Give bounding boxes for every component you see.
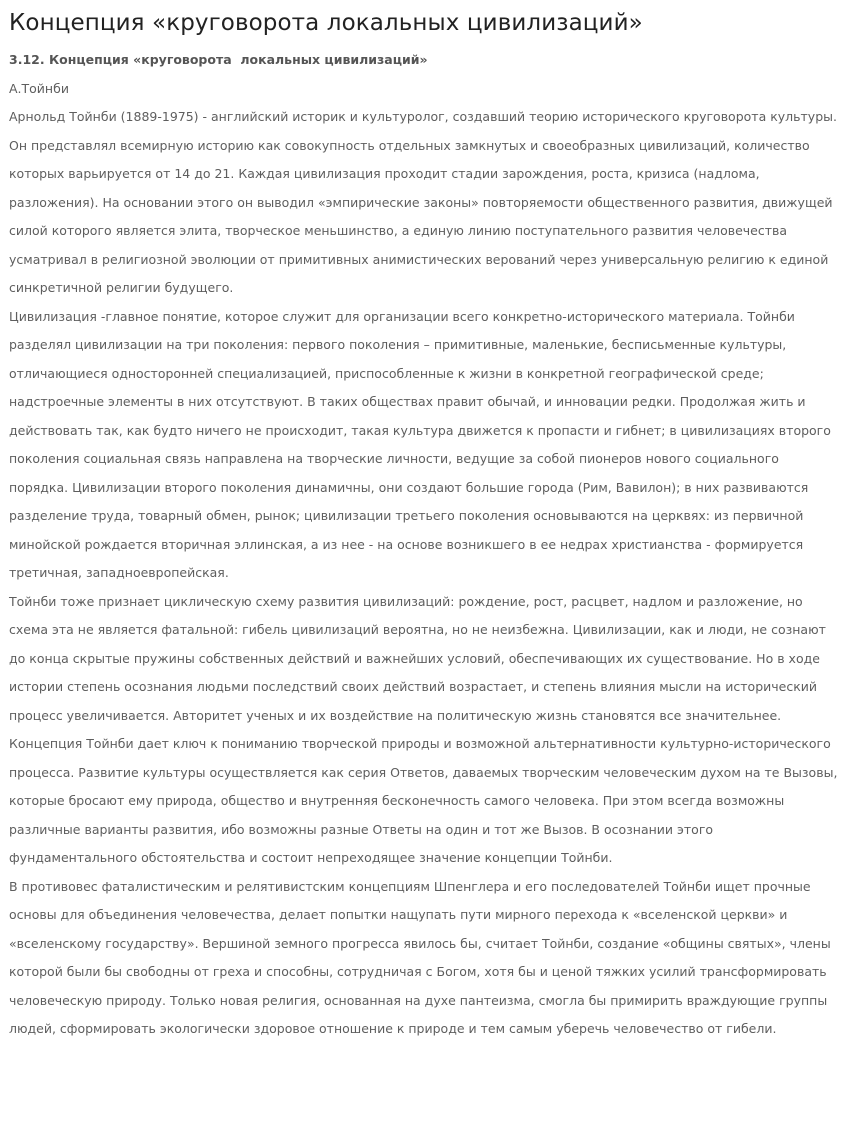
page-title: Концепция «круговорота локальных цивилизаций» <box>9 10 643 36</box>
paragraph: Тойнби тоже признает циклическую схему развития цивилизаций: рождение, рост, расцвет, надлом и разложение, но схема эта не является фатальной: гибель цивилизаций вероятна, но не неизбежна. Цивилизации, как и люди, не сознают до конца скрытые пружины собственных действий и важнейших условий, обеспечивающих их существование. Но в ходе истории степень осознания людьми последствий своих действий возрастает, и степень влияния мысли на исторический процесс увеличивается. Авторитет ученых и их воздействие на политическую жизнь становятся все значительнее. <box>9 593 826 723</box>
paragraph: Концепция Тойнби дает ключ к пониманию творческой природы и возможной альтернативности культурно-исторического процесса. Развитие культуры осуществляется как серия Ответов, даваемых творческим человеческим духом на те Вызовы, которые бросают ему природа, общество и внутренняя бесконечность самого человека. При этом всегда возможны различные варианты развития, ибо возможны разные Ответы на один и тот же Вызов. В осознании этого фундаментального обстоятельства и состоит непреходящее значение концепции Тойнби. <box>9 736 838 865</box>
paragraph: В противовес фаталистическим и релятивистским концепциям Шпенглера и его последователей Тойнби ищет прочные основы для объединения человечества, делает попытки нащупать пути мирного перехода к «вселенской церкви» и «вселенскому государству». Вершиной земного прогресса явилось бы, считает Тойнби, создание «общины святых», члены которой были бы свободны от греха и способны, сотрудничая с Богом, хотя бы и ценой тяжких усилий трансформировать человеческую природу. Только новая религия, основанная на духе пантеизма, смогла бы примирить враждующие группы людей, сформировать экологически здоровое отношение к природе и тем самым уберечь человечество от гибели. <box>9 878 831 1036</box>
paragraph: Арнольд Тойнби (1889-1975) - английский историк и культуролог, создавший теорию исторического круговорота культуры. Он представлял всемирную историю как совокупность отдельных замкнутых и своеобразных цивилизаций, количество которых варьируется от 14 до 21. Каждая цивилизация проходит стадии зарождения, роста, кризиса (надлома, разложения). На основании этого он выводил «эмпирические законы» повторяемости общественного развития, движущей силой которого является элита, творческое меньшинство, а единую линию поступательного развития человечества усматривал в религиозной эволюции от примитивных анимистических верований через универсальную религию к единой синкретичной религии будущего. <box>9 109 837 295</box>
section-heading: 3.12. Концепция «круговорота локальных цивилизаций» <box>9 52 428 67</box>
paragraph: Цивилизация -главное понятие, которое служит для организации всего конкретно-исторического материала. Тойнби разделял цивилизации на три поколения: первого поколения – примитивные, маленькие, бесписьменные культуры, отличающиеся односторонней специализацией, приспособленные к жизни в конкретной географической среде; надстроечные элементы в них отсутствуют. В таких обществах правит обычай, и инновации редки. Продолжая жить и действовать так, как будто ничего не происходит, такая культура движется к пропасти и гибнет; в цивилизациях второго поколения социальная связь направлена на творческие личности, ведущие за собой пионеров нового социального порядка. Цивилизации второго поколения динамичны, они создают большие города (Рим, Вавилон); в них развиваются разделение труда, товарный обмен, рынок; цивилизации третьего поколения основываются на церквях: из первичной минойской рождается вторичная эллинская, а из нее - на основе возникшего в ее недрах христианства - формируется третичная, западноевропейская. <box>9 308 831 580</box>
author-line: А.Тойнби <box>9 80 69 96</box>
